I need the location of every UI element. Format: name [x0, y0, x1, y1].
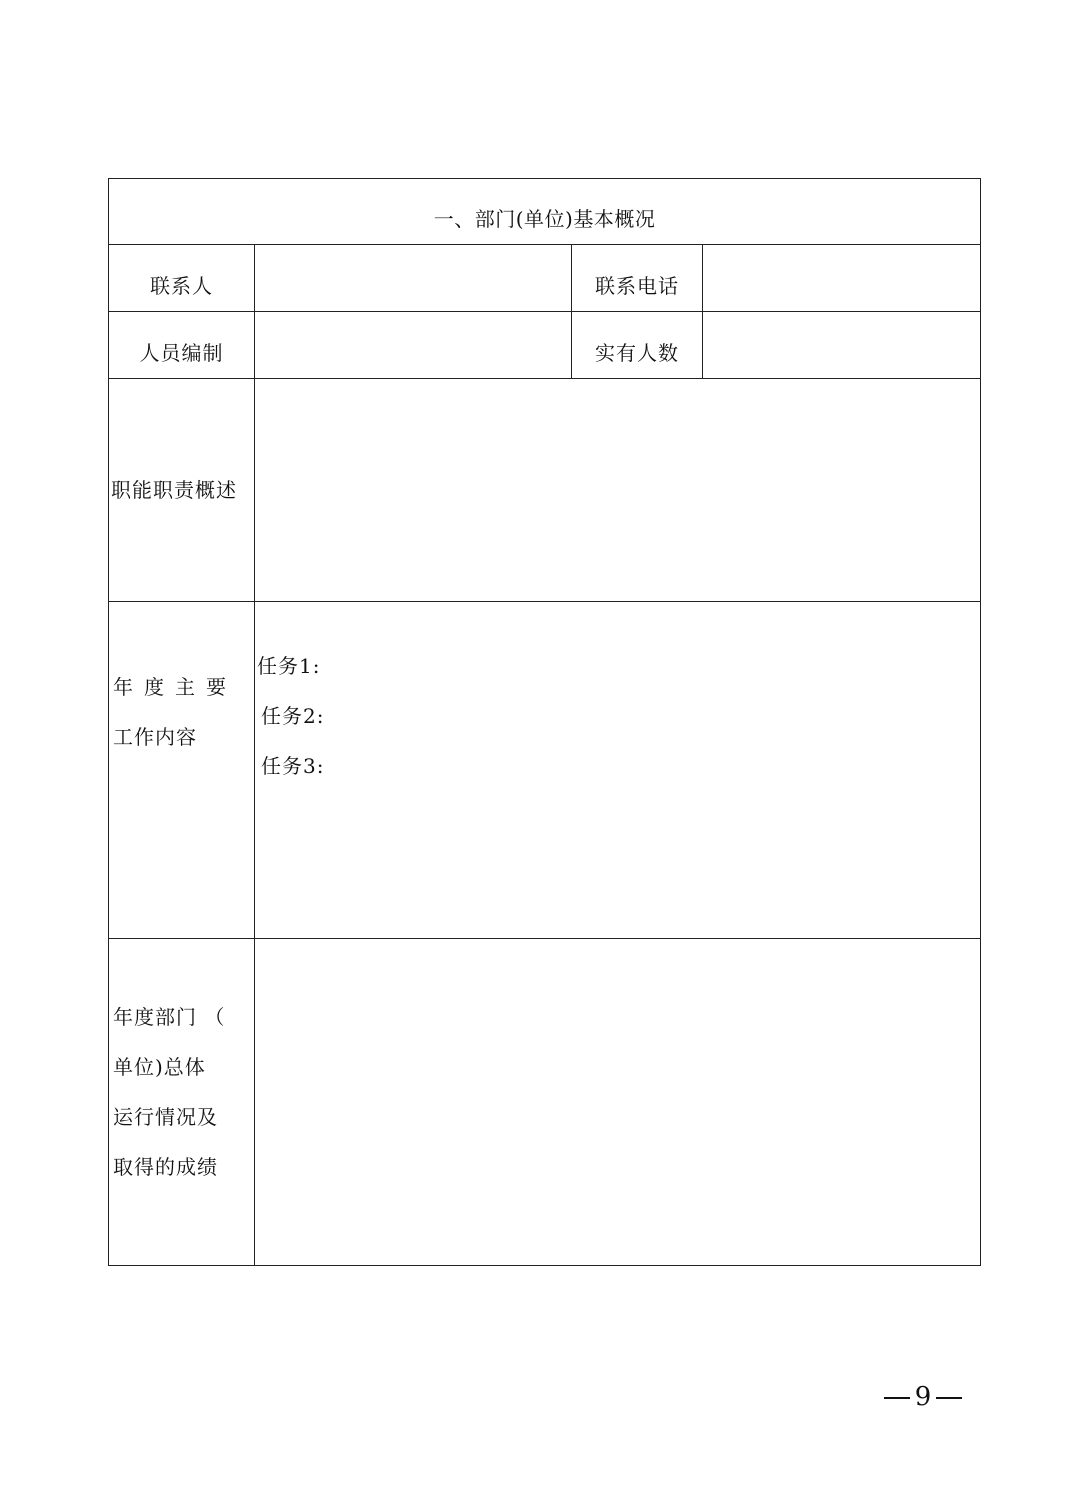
- annual-work-label-line: 年度主要: [113, 675, 237, 699]
- overall-label-line: 取得的成绩: [113, 1155, 218, 1179]
- form-title: 一、部门(单位)基本概况: [109, 179, 981, 245]
- annual-work-label-cell: [109, 602, 255, 939]
- task-item[interactable]: 任务1:: [257, 654, 321, 678]
- duties-field[interactable]: [255, 379, 981, 602]
- actual-staff-field[interactable]: [703, 312, 981, 379]
- contact-phone-label: 联系电话: [572, 245, 703, 312]
- task-item[interactable]: 任务2:: [261, 704, 325, 728]
- page-number-dash-left: [884, 1397, 910, 1399]
- contact-phone-field[interactable]: [703, 245, 981, 312]
- form-title-row: [109, 179, 981, 245]
- staffing-row: [109, 312, 981, 379]
- page-number-value: 9: [914, 1382, 932, 1412]
- basic-overview-form: [108, 178, 981, 1266]
- staffing-field[interactable]: [255, 312, 572, 379]
- task-item[interactable]: 任务3:: [261, 754, 325, 778]
- overall-label-line: 年度部门 （: [113, 1005, 226, 1029]
- overall-operation-label: [111, 992, 254, 1192]
- contact-person-label: 联系人: [109, 245, 255, 312]
- staffing-label: 人员编制: [109, 312, 255, 379]
- overall-operation-field[interactable]: [255, 939, 981, 1266]
- task-list: [255, 641, 980, 791]
- annual-work-label: [111, 662, 254, 762]
- annual-work-label-line: 工作内容: [113, 725, 197, 749]
- contact-person-field[interactable]: [255, 245, 572, 312]
- overall-label-line: 单位)总体: [113, 1055, 206, 1079]
- overall-label-line: 运行情况及: [113, 1105, 218, 1129]
- annual-work-field[interactable]: [255, 602, 981, 939]
- page-number-dash-right: [936, 1397, 962, 1399]
- duties-row: [109, 379, 981, 602]
- overall-operation-row: [109, 939, 981, 1266]
- duties-label: 职能职责概述: [109, 379, 255, 602]
- annual-work-row: [109, 602, 981, 939]
- contact-row: [109, 245, 981, 312]
- page-number: [884, 1382, 962, 1412]
- overall-operation-label-cell: [109, 939, 255, 1266]
- actual-staff-label: 实有人数: [572, 312, 703, 379]
